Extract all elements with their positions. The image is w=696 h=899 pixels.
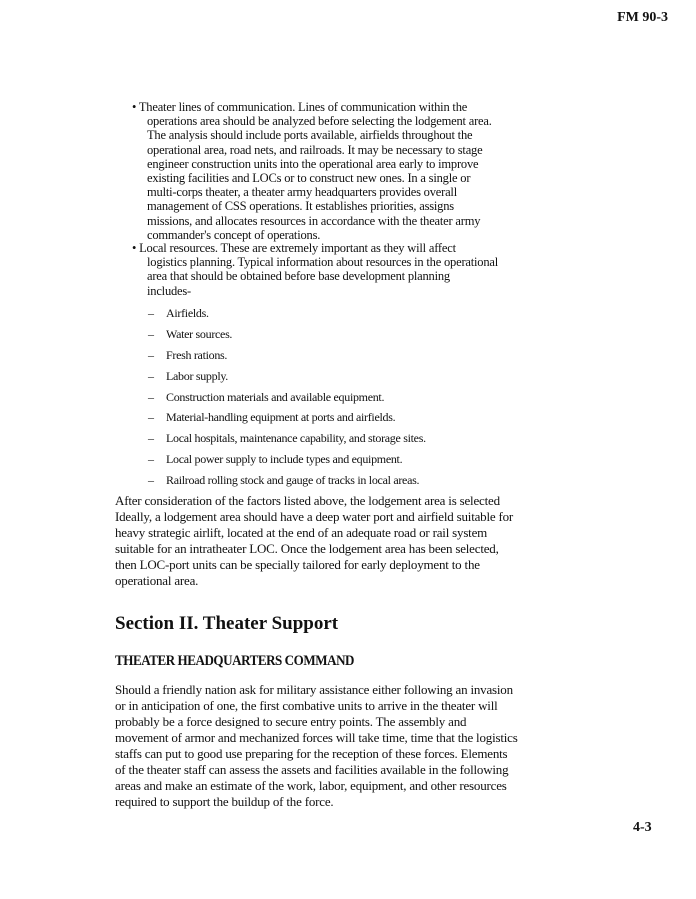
list-item-text: Material-handling equipment at ports and airfields. xyxy=(166,410,396,425)
text-line: area that should be obtained before base development planning xyxy=(147,269,450,284)
text-line: then LOC-port units can be specially tailored for early deployment to the xyxy=(115,557,480,572)
text-line: staffs can put to good use preparing for the reception of these forces. Elements xyxy=(115,746,508,761)
text-line: commander's concept of operations. xyxy=(147,227,321,242)
dash-marker: – xyxy=(148,326,154,341)
section-title: Section II. Theater Support xyxy=(115,613,339,634)
list-item xyxy=(148,389,426,410)
dash-marker: – xyxy=(148,410,154,425)
manual-header: FM 90-3 xyxy=(617,10,668,25)
list-item-text: Fresh rations. xyxy=(166,347,228,362)
list-item xyxy=(148,472,426,493)
text-line: heavy strategic airlift, located at the end of an adequate road or rail system xyxy=(115,525,488,540)
list-item xyxy=(148,305,426,326)
text-line: existing facilities and LOCs or to construct new ones. In a single or xyxy=(147,171,471,186)
list-item-text: Local power supply to include types and equipment. xyxy=(166,452,403,467)
dash-marker: – xyxy=(148,473,154,488)
text-line: logistics planning. Typical information about resources in the operational xyxy=(147,255,499,270)
hq-command-paragraph xyxy=(115,682,518,810)
text-line: missions, and allocates resources in accordance with the theater army xyxy=(147,213,481,228)
text-line: probably be a force designed to secure entry points. The assembly and xyxy=(115,714,467,729)
text-line: After consideration of the factors listed above, the lodgement area is selected xyxy=(115,493,500,508)
text-line: Ideally, a lodgement area should have a deep water port and airfield suitable for xyxy=(115,509,514,524)
bullet-local-resources xyxy=(132,241,498,298)
list-item xyxy=(148,451,426,472)
list-item xyxy=(148,409,426,430)
text-line: engineer construction units into the operational area early to improve xyxy=(147,156,479,171)
text-line: of the theater staff can assess the assets and facilities available in the following xyxy=(115,762,509,777)
text-line: operations area should be analyzed before selecting the lodgement area. xyxy=(147,114,492,129)
subheading: THEATER HEADQUARTERS COMMAND xyxy=(115,653,355,669)
list-item-text: Railroad rolling stock and gauge of tracks in local areas. xyxy=(166,473,420,488)
text-line: required to support the buildup of the force. xyxy=(115,794,334,809)
text-line: areas and make an estimate of the work, labor, equipment, and other resources xyxy=(115,778,507,793)
list-item xyxy=(148,347,426,368)
list-item xyxy=(148,430,426,451)
text-line: Should a friendly nation ask for military assistance either following an invasion xyxy=(115,682,513,697)
text-line: movement of armor and mechanized forces will take time, time that the logistics xyxy=(115,730,518,745)
list-item xyxy=(148,368,426,389)
text-line: management of CSS operations. It establishes priorities, assigns xyxy=(147,199,454,214)
list-item-text: Local hospitals, maintenance capability, and storage sites. xyxy=(166,431,426,446)
dash-marker: – xyxy=(148,431,154,446)
dash-marker: – xyxy=(148,368,154,383)
list-item-text: Water sources. xyxy=(166,326,233,341)
text-line: includes- xyxy=(147,283,192,298)
resource-list xyxy=(148,305,426,493)
list-item-text: Construction materials and available equipment. xyxy=(166,389,385,404)
list-item-text: Labor supply. xyxy=(166,368,228,383)
dash-marker: – xyxy=(148,347,154,362)
dash-marker: – xyxy=(148,452,154,467)
dash-marker: – xyxy=(148,389,154,404)
text-line: suitable for an intratheater LOC. Once the lodgement area has been selected, xyxy=(115,541,499,556)
list-item xyxy=(148,326,426,347)
text-line: The analysis should include ports available, airfields throughout the xyxy=(147,128,473,143)
lodgement-paragraph xyxy=(115,493,513,589)
bullet-theater-loc xyxy=(132,100,492,242)
text-line: operational area, road nets, and railroads. It may be necessary to stage xyxy=(147,142,483,157)
text-line: operational area. xyxy=(115,573,199,588)
text-line: • Local resources. These are extremely important as they will affect xyxy=(132,241,456,255)
dash-marker: – xyxy=(148,306,154,320)
list-item-text: Airfields. xyxy=(166,306,209,320)
text-line: • Theater lines of communication. Lines of communication within the xyxy=(132,100,468,114)
page-number: 4-3 xyxy=(633,820,652,835)
text-line: or in anticipation of one, the first combative units to arrive in the theater will xyxy=(115,698,498,713)
text-line: multi-corps theater, a theater army headquarters provides overall xyxy=(147,185,457,200)
